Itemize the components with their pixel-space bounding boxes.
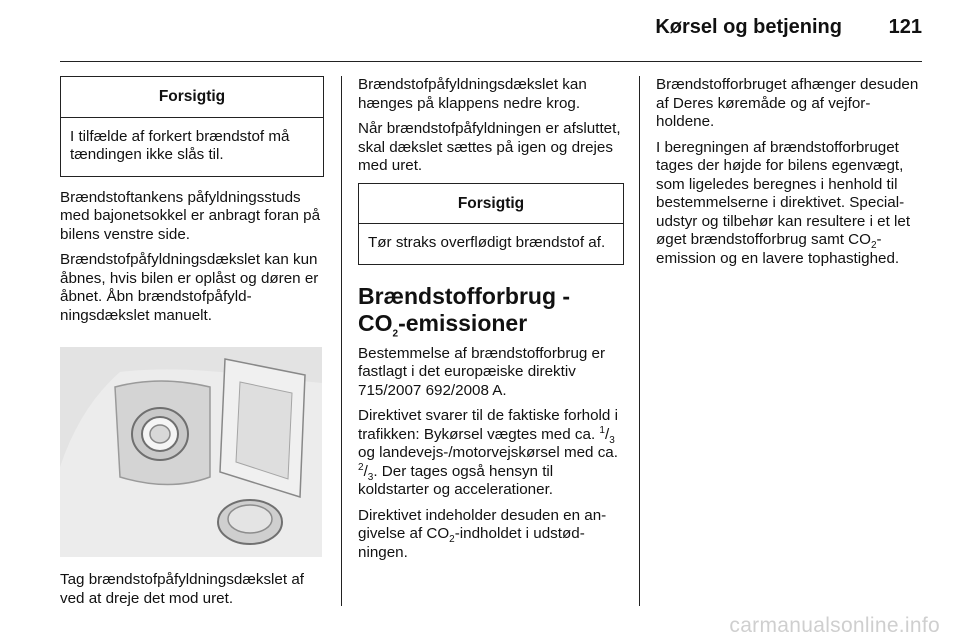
fraction-numerator: 1: [599, 424, 605, 436]
paragraph: Når brændstofpåfyldningen er afsluttet, skal dækslet sættes på igen og drejes med uret.: [358, 120, 621, 174]
paragraph: Bestemmelse af brændstofforbrug er fastlagt i det europæiske direktiv 715/2007 692/2008 A.: [358, 344, 606, 399]
heading-subscript: 2: [392, 328, 399, 340]
heading-line-2: -emissioner: [398, 309, 528, 336]
header-rule: [60, 61, 922, 62]
paragraph: Brændstofpåfyldningsdækslet kan kun åbnes, hvis bilen er oplåst og døren er åbnet. Åbn brændstofpåfyldningsdækslet manuelt.: [60, 251, 319, 324]
column-divider-1: [341, 76, 342, 606]
header-title: Kørsel og betjening: [655, 16, 842, 38]
subscript: 2: [449, 534, 455, 546]
caution-title: Forsigtig: [61, 77, 323, 118]
caution-box: [60, 76, 324, 177]
column-2: [358, 76, 624, 569]
fraction-denominator: 3: [609, 434, 615, 446]
watermark: carmanualsonline.info: [729, 614, 940, 637]
fraction-numerator: 2: [358, 461, 364, 473]
caution-title: Forsigtig: [359, 184, 623, 225]
column-3: [656, 76, 922, 275]
text-run: -indholdet i udstødningen.: [358, 525, 585, 561]
text-run: Direktivet svarer til de faktiske forhold i trafikken: Bykørsel vægtes med ca.: [358, 407, 618, 443]
caution-box: [358, 183, 624, 265]
caution-text: Tør straks overflødigt brændstof af.: [368, 234, 606, 251]
fraction-denominator: 3: [367, 471, 374, 483]
paragraph: Brændstoftankens påfyldningsstuds med bajonetsokkel er anbragt foran på bilens venstre side.: [60, 188, 321, 243]
paragraph: Brændstofpåfyldningsdækslet kan hænges på klappens nedre krog.: [358, 76, 587, 112]
paragraph: [358, 507, 624, 563]
column-divider-2: [639, 76, 640, 606]
text-run: . Der tages også hensyn til koldstarter og accelerationer.: [358, 462, 554, 498]
section-heading: [358, 282, 624, 340]
text-run: og landevejs-/motorvejskørsel med ca.: [358, 444, 618, 461]
paragraph: Brændstofforbruget afhænger desuden af Deres køremåde og af vejforholdene.: [656, 76, 919, 130]
caution-text: I tilfælde af forkert brændstof må tændingen ikke slås til.: [70, 127, 290, 163]
paragraph: [656, 139, 922, 269]
heading-line-1: Brændstofforbrug -: [358, 282, 571, 309]
text-run: Direktivet indeholder desuden en angivelse af CO: [358, 506, 607, 542]
figure-caption: Tag brændstofpåfyldningsdækslet af ved at dreje det mod uret.: [60, 571, 304, 607]
paragraph: Direktivet svarer til de faktiske forhold i trafikken: Bykørsel vægtes med ca. $^1/_3$ og landevejs-/motorvejskørsel med ca. $^2/_3$. Der tages også hensyn til koldstarter og accelerationer.: [358, 407, 618, 498]
fuel-cap-illustration: [60, 347, 322, 557]
heading-co: CO: [358, 309, 393, 336]
subscript: 2: [870, 240, 877, 252]
column-1: [60, 76, 324, 615]
text-run: I beregningen af brændstofforbruget tages der højde for bilens egenvægt, som ligeledes beregnes i henhold til bestemmelserne i direktivet. Specialudstyr og tilbehør kan resultere i et let øget brændstofforbrug samt CO: [656, 138, 911, 248]
text-run: -emission og en lavere tophastighed.: [656, 231, 900, 267]
page-number: 121: [888, 16, 922, 38]
